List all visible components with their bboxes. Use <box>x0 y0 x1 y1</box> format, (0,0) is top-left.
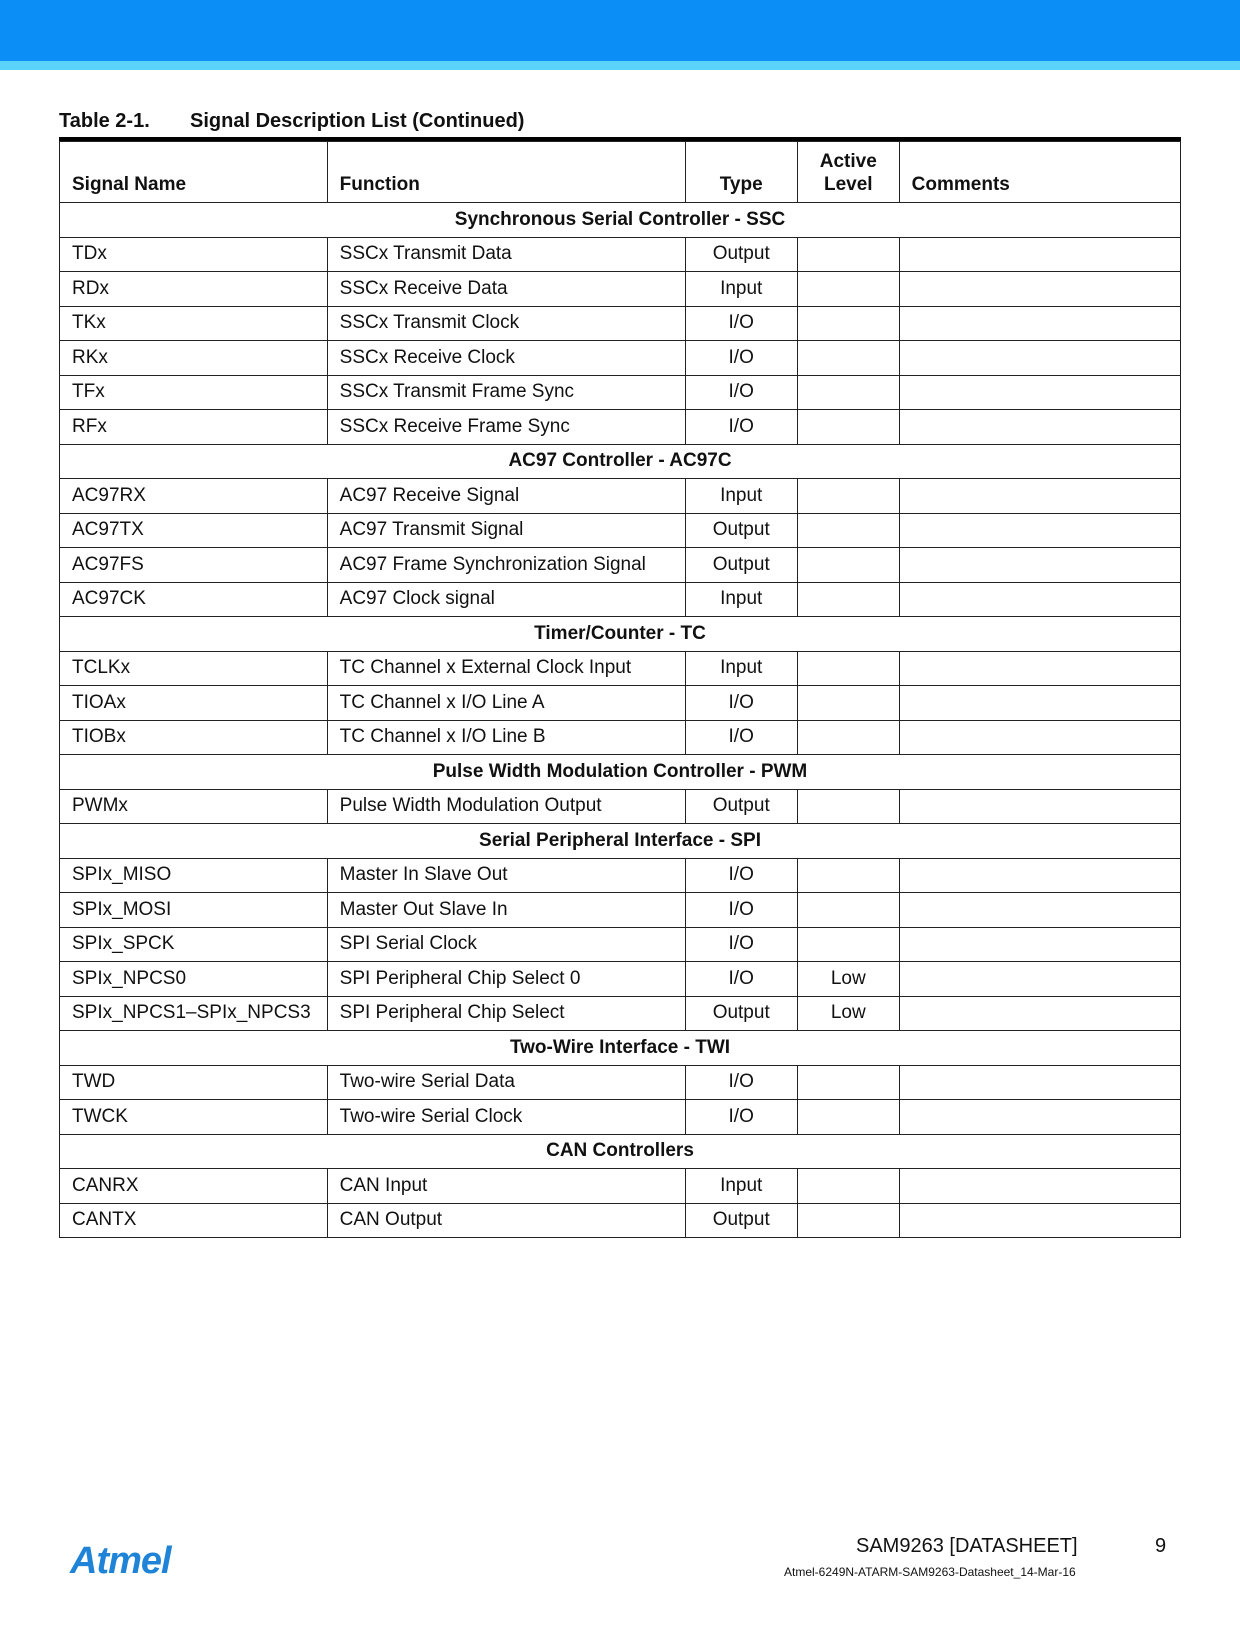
signal-name-cell: AC97RX <box>60 479 328 514</box>
active-level-cell <box>797 513 899 548</box>
function-cell: CAN Output <box>327 1203 685 1238</box>
type-cell: Input <box>685 1169 797 1204</box>
function-cell: SPI Serial Clock <box>327 927 685 962</box>
active-level-cell: Low <box>797 996 899 1031</box>
comments-cell <box>899 1065 1180 1100</box>
type-cell: I/O <box>685 858 797 893</box>
table-number: Table 2-1. <box>59 110 150 132</box>
function-cell: AC97 Transmit Signal <box>327 513 685 548</box>
signal-description-table <box>59 141 1181 1238</box>
type-cell: Output <box>685 789 797 824</box>
section-title: AC97 Controller - AC97C <box>60 444 1181 479</box>
comments-cell <box>899 237 1180 272</box>
type-cell: I/O <box>685 341 797 376</box>
document-id: Atmel-6249N-ATARM-SAM9263-Datasheet_14-Mar-16 <box>784 1565 1076 1579</box>
header-active-level-line1: Active <box>819 151 877 172</box>
section-header-row <box>60 203 1181 238</box>
comments-cell <box>899 686 1180 721</box>
active-level-cell <box>797 341 899 376</box>
active-level-cell <box>797 789 899 824</box>
function-cell: AC97 Receive Signal <box>327 479 685 514</box>
function-cell: TC Channel x External Clock Input <box>327 651 685 686</box>
comments-cell <box>899 962 1180 997</box>
signal-name-cell: AC97CK <box>60 582 328 617</box>
active-level-cell <box>797 237 899 272</box>
type-cell: I/O <box>685 1065 797 1100</box>
section-title: Timer/Counter - TC <box>60 617 1181 652</box>
table-row <box>60 479 1181 514</box>
document-title: SAM9263 [DATASHEET] <box>856 1535 1078 1557</box>
type-cell: I/O <box>685 375 797 410</box>
function-cell: SSCx Receive Frame Sync <box>327 410 685 445</box>
table-row <box>60 651 1181 686</box>
type-cell: Output <box>685 513 797 548</box>
comments-cell <box>899 927 1180 962</box>
function-cell: Two-wire Serial Data <box>327 1065 685 1100</box>
type-cell: Output <box>685 996 797 1031</box>
comments-cell <box>899 1169 1180 1204</box>
header-band <box>0 0 1240 61</box>
function-cell: SSCx Receive Clock <box>327 341 685 376</box>
table-row <box>60 1203 1181 1238</box>
active-level-cell <box>797 479 899 514</box>
type-cell: I/O <box>685 962 797 997</box>
active-level-cell <box>797 375 899 410</box>
type-cell: I/O <box>685 306 797 341</box>
header-active-level <box>797 142 899 203</box>
section-title: CAN Controllers <box>60 1134 1181 1169</box>
header-stripe <box>0 61 1240 70</box>
table-row <box>60 548 1181 583</box>
comments-cell <box>899 996 1180 1031</box>
active-level-cell <box>797 651 899 686</box>
table-row <box>60 1065 1181 1100</box>
signal-name-cell: SPIx_NPCS1–SPIx_NPCS3 <box>60 996 328 1031</box>
type-cell: I/O <box>685 720 797 755</box>
table-title: Signal Description List (Continued) <box>190 110 525 132</box>
active-level-cell <box>797 858 899 893</box>
signal-name-cell: TIOAx <box>60 686 328 721</box>
table-row <box>60 858 1181 893</box>
header-comments: Comments <box>899 142 1180 203</box>
active-level-cell <box>797 582 899 617</box>
signal-name-cell: TWCK <box>60 1100 328 1135</box>
active-level-cell <box>797 1203 899 1238</box>
comments-cell <box>899 893 1180 928</box>
comments-cell <box>899 720 1180 755</box>
active-level-cell <box>797 1169 899 1204</box>
comments-cell <box>899 582 1180 617</box>
signal-name-cell: CANRX <box>60 1169 328 1204</box>
signal-name-cell: TCLKx <box>60 651 328 686</box>
function-cell: AC97 Clock signal <box>327 582 685 617</box>
signal-name-cell: AC97TX <box>60 513 328 548</box>
table-row <box>60 582 1181 617</box>
active-level-cell <box>797 686 899 721</box>
table-row <box>60 1100 1181 1135</box>
table-row <box>60 927 1181 962</box>
comments-cell <box>899 789 1180 824</box>
table-caption <box>59 110 524 133</box>
function-cell: SSCx Receive Data <box>327 272 685 307</box>
table-row <box>60 1169 1181 1204</box>
signal-name-cell: SPIx_SPCK <box>60 927 328 962</box>
type-cell: Input <box>685 582 797 617</box>
active-level-cell <box>797 306 899 341</box>
table-row <box>60 306 1181 341</box>
signal-name-cell: TKx <box>60 306 328 341</box>
active-level-cell <box>797 410 899 445</box>
signal-name-cell: SPIx_NPCS0 <box>60 962 328 997</box>
section-header-row <box>60 824 1181 859</box>
type-cell: I/O <box>685 893 797 928</box>
section-title: Serial Peripheral Interface - SPI <box>60 824 1181 859</box>
function-cell: SPI Peripheral Chip Select <box>327 996 685 1031</box>
signal-name-cell: SPIx_MISO <box>60 858 328 893</box>
type-cell: Input <box>685 272 797 307</box>
comments-cell <box>899 1203 1180 1238</box>
table-row <box>60 893 1181 928</box>
active-level-cell <box>797 1100 899 1135</box>
signal-name-cell: TFx <box>60 375 328 410</box>
signal-name-cell: AC97FS <box>60 548 328 583</box>
function-cell: TC Channel x I/O Line A <box>327 686 685 721</box>
function-cell: AC97 Frame Synchronization Signal <box>327 548 685 583</box>
section-title: Synchronous Serial Controller - SSC <box>60 203 1181 238</box>
function-cell: Two-wire Serial Clock <box>327 1100 685 1135</box>
function-cell: SSCx Transmit Data <box>327 237 685 272</box>
page-number: 9 <box>1155 1535 1167 1557</box>
comments-cell <box>899 651 1180 686</box>
comments-cell <box>899 1100 1180 1135</box>
type-cell: Output <box>685 237 797 272</box>
section-header-row <box>60 444 1181 479</box>
section-header-row <box>60 617 1181 652</box>
section-header-row <box>60 755 1181 790</box>
comments-cell <box>899 341 1180 376</box>
section-title: Pulse Width Modulation Controller - PWM <box>60 755 1181 790</box>
table-row <box>60 720 1181 755</box>
type-cell: Input <box>685 479 797 514</box>
type-cell: I/O <box>685 410 797 445</box>
active-level-cell <box>797 1065 899 1100</box>
active-level-cell <box>797 720 899 755</box>
type-cell: Output <box>685 1203 797 1238</box>
table-row <box>60 789 1181 824</box>
function-cell: Master In Slave Out <box>327 858 685 893</box>
function-cell: CAN Input <box>327 1169 685 1204</box>
signal-name-cell: RKx <box>60 341 328 376</box>
table-row <box>60 375 1181 410</box>
table-row <box>60 962 1181 997</box>
signal-name-cell: TDx <box>60 237 328 272</box>
table-row <box>60 996 1181 1031</box>
section-header-row <box>60 1031 1181 1066</box>
function-cell: SPI Peripheral Chip Select 0 <box>327 962 685 997</box>
type-cell: I/O <box>685 1100 797 1135</box>
table-header-row <box>60 142 1181 203</box>
table-row <box>60 686 1181 721</box>
function-cell: Pulse Width Modulation Output <box>327 789 685 824</box>
active-level-cell <box>797 548 899 583</box>
function-cell: Master Out Slave In <box>327 893 685 928</box>
signal-name-cell: SPIx_MOSI <box>60 893 328 928</box>
table-row <box>60 341 1181 376</box>
active-level-cell <box>797 893 899 928</box>
header-signal-name: Signal Name <box>60 142 328 203</box>
function-cell: TC Channel x I/O Line B <box>327 720 685 755</box>
active-level-cell: Low <box>797 962 899 997</box>
type-cell: Output <box>685 548 797 583</box>
table-row <box>60 237 1181 272</box>
signal-name-cell: CANTX <box>60 1203 328 1238</box>
type-cell: Input <box>685 651 797 686</box>
header-type: Type <box>685 142 797 203</box>
table-row <box>60 272 1181 307</box>
header-active-level-line2: Level <box>823 174 873 195</box>
comments-cell <box>899 548 1180 583</box>
signal-name-cell: TIOBx <box>60 720 328 755</box>
function-cell: SSCx Transmit Frame Sync <box>327 375 685 410</box>
signal-name-cell: PWMx <box>60 789 328 824</box>
table-body <box>60 203 1181 1238</box>
section-title: Two-Wire Interface - TWI <box>60 1031 1181 1066</box>
comments-cell <box>899 479 1180 514</box>
comments-cell <box>899 513 1180 548</box>
signal-name-cell: TWD <box>60 1065 328 1100</box>
signal-table-wrapper <box>59 137 1181 1238</box>
section-header-row <box>60 1134 1181 1169</box>
comments-cell <box>899 858 1180 893</box>
comments-cell <box>899 375 1180 410</box>
atmel-logo: Atmel <box>70 1540 171 1582</box>
table-row <box>60 410 1181 445</box>
active-level-cell <box>797 927 899 962</box>
signal-name-cell: RDx <box>60 272 328 307</box>
signal-name-cell: RFx <box>60 410 328 445</box>
header-function: Function <box>327 142 685 203</box>
comments-cell <box>899 306 1180 341</box>
type-cell: I/O <box>685 686 797 721</box>
active-level-cell <box>797 272 899 307</box>
table-row <box>60 513 1181 548</box>
function-cell: SSCx Transmit Clock <box>327 306 685 341</box>
comments-cell <box>899 410 1180 445</box>
comments-cell <box>899 272 1180 307</box>
type-cell: I/O <box>685 927 797 962</box>
